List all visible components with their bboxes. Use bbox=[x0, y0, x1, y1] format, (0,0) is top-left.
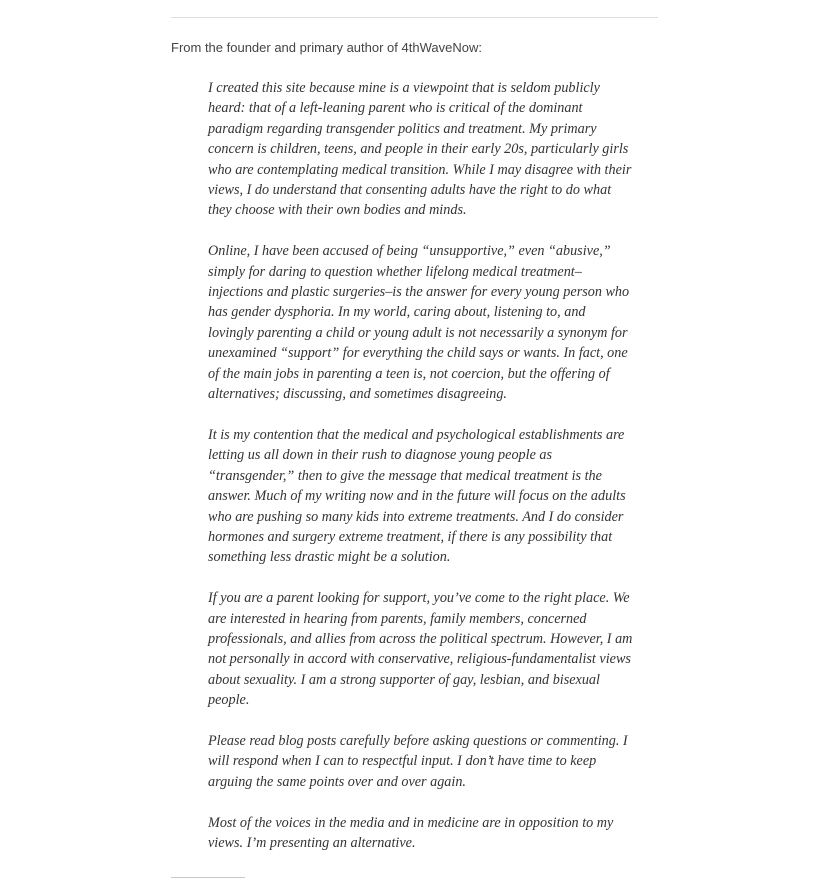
founder-quote bbox=[208, 78, 633, 853]
quote-paragraph-2: Online, I have been accused of being “unsupportive,” even “abusive,” simply for daring to question whether lifelong medical treatment–injections and plastic surgeries–is the answer for every young person who has gender dysphoria. In my world, caring about, listening to, and lovingly parenting a child or young adult is not necessarily a synonym for unexamined “support” for everything the child says or wants. In fact, one of the main jobs in parenting a teen is, not coercion, but the offering of alternatives; discussing, and sometimes disagreeing. bbox=[208, 243, 630, 403]
bottom-divider bbox=[171, 877, 245, 878]
quote-paragraph-6: Most of the voices in the media and in medicine are in opposition to my views. I’m presenting an alternative. bbox=[208, 814, 614, 851]
intro-text: From the founder and primary author of 4thWaveNow: bbox=[171, 40, 482, 55]
quote-paragraph-4: If you are a parent looking for support, you’ve come to the right place. We are interested in hearing from parents, family members, concerned professionals, and allies from across the political spectrum. However, I am not personally in accord with conservative, religious-fundamentalist views about sexuality. I am a strong supporter of gay, lesbian, and bisexual people. bbox=[208, 590, 633, 709]
quote-paragraph-1: I created this site because mine is a viewpoint that is seldom publicly heard: that of a left-leaning parent who is critical of the dominant paradigm regarding transgender politics and treatment. My primary concern is children, teens, and people in their early 20s, particularly girls who are contemplating medical transition. While I may disagree with their views, I do understand that consenting adults have the right to do what they choose with their own bodies and minds. bbox=[208, 80, 632, 219]
top-divider bbox=[171, 17, 658, 18]
quote-paragraph-5: Please read blog posts carefully before asking questions or commenting. I will respond when I can to respectful input. I don’t have time to keep arguing the same points over and over again. bbox=[208, 732, 628, 790]
quote-paragraph-3: It is my contention that the medical and psychological establishments are letting us all down in their rush to diagnose young people as “transgender,” then to give the message that medical treatment is the answer. Much of my writing now and in the future will focus on the adults who are pushing so many kids into extreme treatments. And I do consider hormones and surgery extreme treatment, if there is any possibility that something less drastic might be a solution. bbox=[208, 426, 626, 566]
